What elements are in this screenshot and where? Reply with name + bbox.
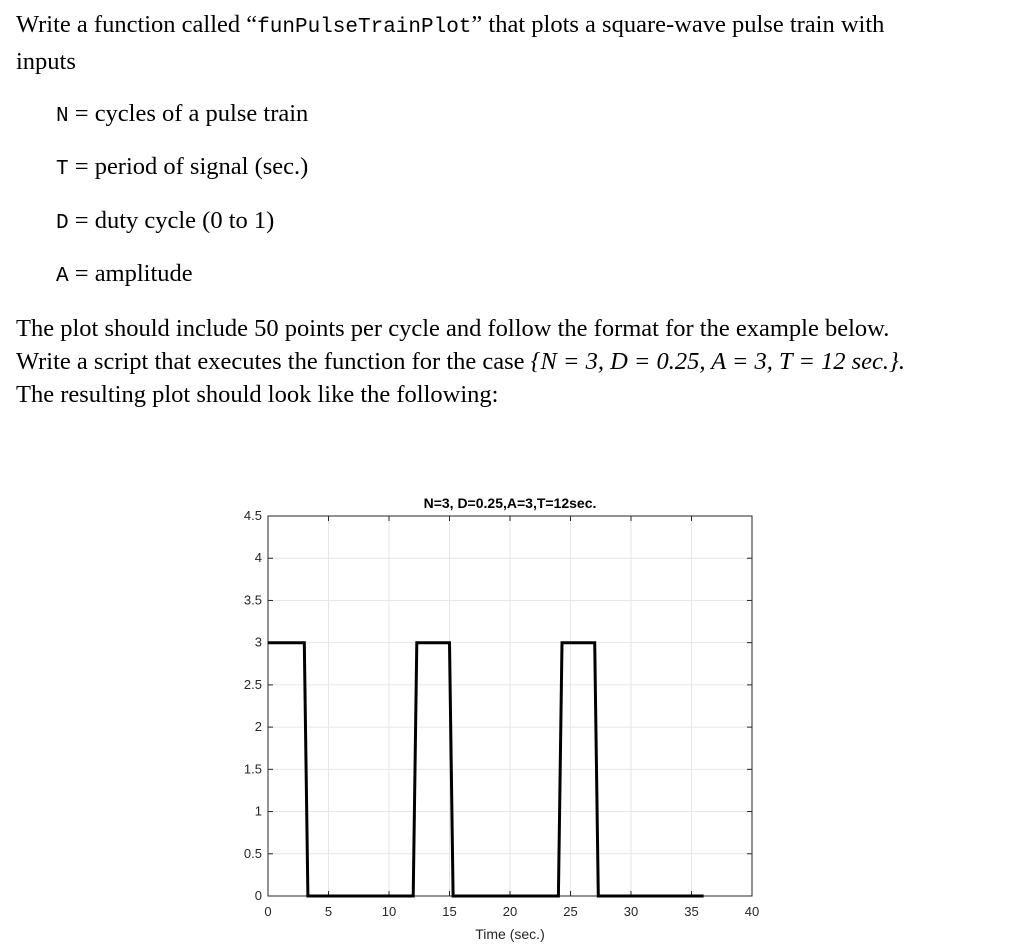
problem-line-2: inputs	[16, 48, 76, 75]
y-tick-label: 0	[254, 888, 262, 903]
para2-pre: Write a script that executes the function for the case	[16, 348, 531, 375]
y-tick-label: 3.5	[243, 592, 262, 608]
x-tick-label: 25	[563, 904, 578, 919]
input-eq: =	[68, 100, 95, 127]
input-eq: =	[68, 260, 95, 287]
case-parameters: {N = 3, D = 0.25, A = 3, T = 12 sec.}.	[530, 348, 905, 375]
paragraph-points: The plot should include 50 points per cycle and follow the format for the example below.	[16, 315, 890, 342]
x-tick-label: 5	[324, 904, 333, 919]
y-tick-label: 4.5	[243, 508, 262, 523]
x-tick-label: 40	[744, 904, 760, 919]
x-axis-label: Time (sec.)	[475, 926, 545, 942]
y-tick-label: 2	[254, 719, 262, 735]
input-desc: cycles of a pulse train	[94, 100, 309, 127]
y-tick-label: 3	[254, 634, 262, 650]
input-symbol: T	[56, 158, 69, 181]
x-tick-label: 0	[264, 904, 272, 919]
x-tick-label: 10	[381, 904, 397, 919]
x-tick-label: 15	[442, 904, 457, 919]
input-symbol: A	[56, 265, 69, 288]
input-symbol: D	[56, 212, 69, 235]
input-eq: =	[68, 207, 95, 234]
input-symbol: N	[56, 105, 69, 128]
line1-pre: Write a function called “	[16, 11, 258, 38]
function-name: funPulseTrainPlot	[257, 16, 472, 39]
y-tick-label: 2.5	[243, 676, 262, 692]
input-desc: duty cycle (0 to 1)	[94, 207, 275, 234]
x-tick-label: 30	[623, 904, 639, 919]
input-eq: =	[68, 153, 95, 180]
paragraph-result: The resulting plot should look like the following:	[16, 381, 499, 408]
x-tick-label: 20	[502, 904, 518, 919]
input-desc: period of signal (sec.)	[94, 153, 309, 180]
y-tick-label: 0.5	[243, 845, 262, 861]
y-tick-label: 1	[254, 803, 262, 819]
input-desc: amplitude	[94, 260, 193, 287]
y-tick-label: 1.5	[243, 761, 262, 777]
chart-title: N=3, D=0.25,A=3,T=12sec.	[423, 495, 597, 511]
y-tick-label: 4	[254, 550, 262, 566]
x-tick-label: 35	[684, 904, 699, 919]
line1-post: ” that plots a square-wave pulse train with	[471, 11, 885, 38]
